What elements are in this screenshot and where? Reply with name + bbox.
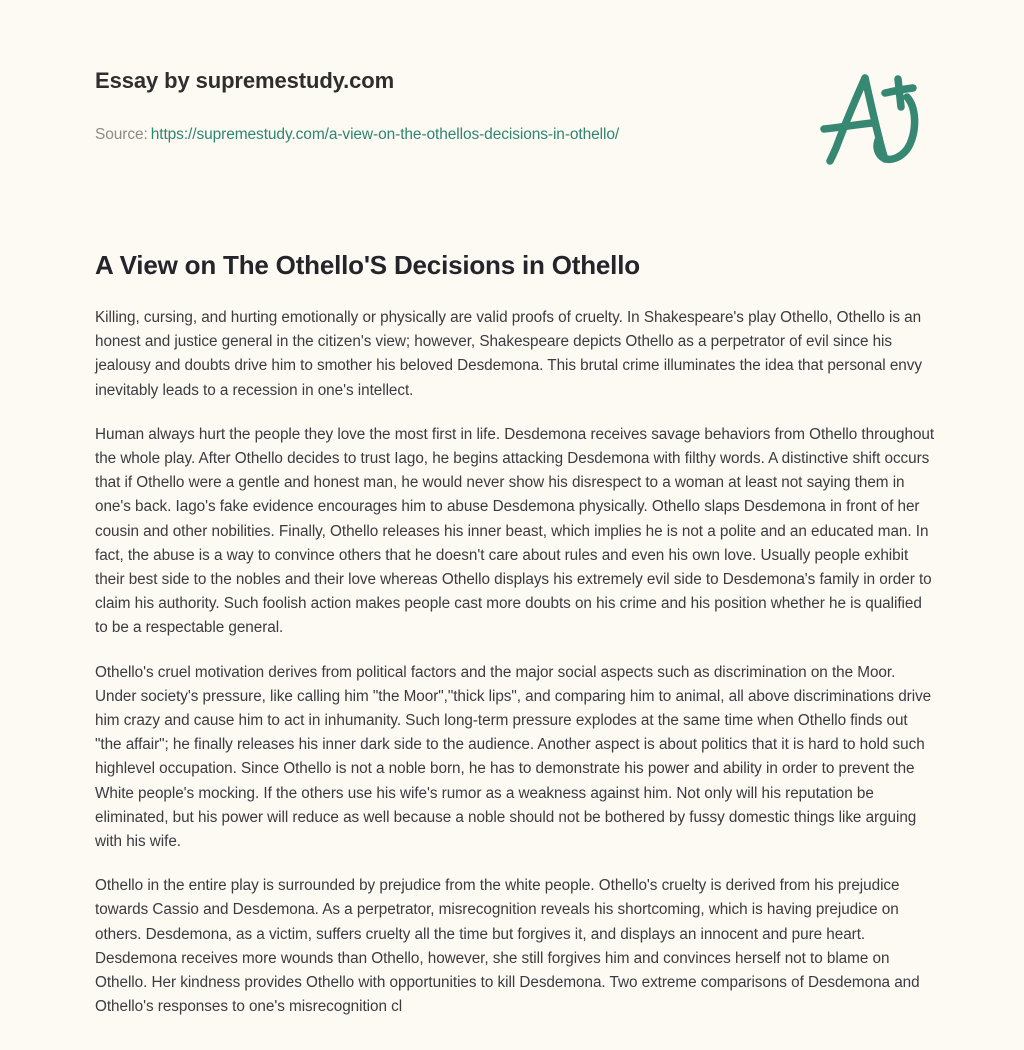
- a-plus-logo-icon: [812, 62, 936, 172]
- page-title: A View on The Othello'S Decisions in Othello: [95, 250, 640, 280]
- a-plus-logo: [812, 62, 936, 172]
- paragraph: Killing, cursing, and hurting emotionally or physically are valid proofs of cruelty. In Shakespeare's play Othello, Othello is an honest and justice general in the citizen's view; however, Shakespeare depicts Othello as a perpetrator of evil since his jealousy and doubts drive him to smother his beloved Desdemona. This brutal crime illuminates the idea that personal envy inevitably leads to a recession in one's intellect.: [95, 309, 922, 399]
- page-header: [0, 0, 1024, 200]
- site-heading: Essay by supremestudy.com: [95, 68, 395, 93]
- source-line: [95, 126, 619, 144]
- source-url-link[interactable]: https://supremestudy.com/a-view-on-the-othellos-decisions-in-othello/: [150, 126, 620, 143]
- article: [95, 248, 935, 1019]
- paragraph: Human always hurt the people they love the most first in life. Desdemona receives savage behaviors from Othello throughout the whole play. After Othello decides to trust Iago, he begins attacking Desdemona with filthy words. A distinctive shift occurs that if Othello were a gentle and honest man, he would never show his disrespect to a woman at least not saying them in one's back. Iago's fake evidence encourages him to abuse Desdemona physically. Othello slaps Desdemona in front of her cousin and other nobilities. Finally, Othello releases his inner beast, which implies he is not a polite and an educated man. In fact, the abuse is a way to convince others that he doesn't care about rules and even his own love. Usually people exhibit their best side to the nobles and their love whereas Othello displays his extremely evil side to Desdemona's family in order to claim his authority. Such foolish action makes people cast more doubts on his crime and his position whether he is qualified to be a respectable general.: [95, 425, 935, 637]
- paragraph: Othello in the entire play is surrounded by prejudice from the white people. Othello's cruelty is derived from his prejudice towards Cassio and Desdemona. As a perpetrator, misrecognition reveals his shortcoming, which is having prejudice on others. Desdemona, as a victim, suffers cruelty all the time but forgives it, and displays an innocent and pure heart. Desdemona receives more wounds than Othello, however, she still forgives him and convinces herself not to blame on Othello. Her kindness provides Othello with opportunities to kill Desdemona. Two extreme comparisons of Desdemona and Othello's responses to one's misrecognition cl: [95, 877, 920, 1016]
- article-body: [95, 306, 935, 1019]
- paragraph: Othello's cruel motivation derives from political factors and the major social aspects such as discrimination on the Moor. Under society's pressure, like calling him "the Moor","thick lips", and comparing him to animal, all above discriminations drive him crazy and cause him to act in inhumanity. Such long-term pressure explodes at the same time when Othello finds out "the affair"; he finally releases his inner dark side to the audience. Another aspect is about politics that it is hard to hold such highlevel occupation. Since Othello is not a noble born, he has to demonstrate his power and ability in order to prevent the White people's mocking. If the others use his wife's rumor as a weakness against him. Not only will his reputation be eliminated, but his power will reduce as well because a noble should not be bothered by fussy domestic things like arguing with his wife.: [95, 663, 932, 851]
- source-label: Source:: [95, 126, 148, 143]
